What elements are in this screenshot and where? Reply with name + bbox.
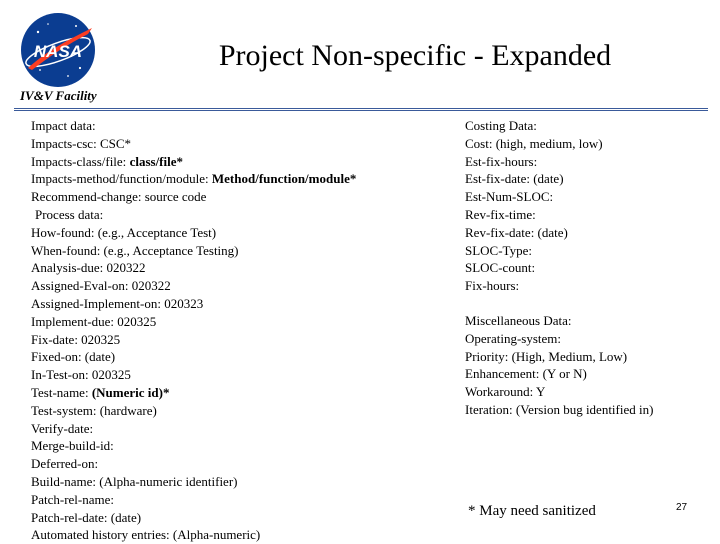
patch-rel-name: Patch-rel-name:	[31, 491, 115, 507]
right-column	[465, 117, 705, 419]
process-data-heading: Process data:	[35, 206, 104, 222]
sloc-count: SLOC-count:	[465, 260, 536, 276]
rev-fix-date: Rev-fix-date: (date)	[465, 224, 568, 240]
impacts-method-function-module	[31, 170, 451, 188]
build-name: Build-name: (Alpha-numeric identifier)	[31, 473, 238, 489]
verify-date: Verify-date:	[31, 420, 94, 436]
page-title: Project Non-specific - Expanded	[218, 39, 612, 72]
operating-system: Operating-system:	[465, 330, 562, 346]
analysis-due: Analysis-due: 020322	[31, 260, 146, 276]
costing-data-heading: Costing Data:	[465, 118, 537, 133]
iteration: Iteration: (Version bug identified in)	[465, 401, 654, 417]
impacts-csc: Impacts-csc: CSC*	[31, 135, 132, 151]
impacts-method-label: Impacts-method/function/module:	[31, 171, 212, 187]
enhancement: Enhancement: (Y or N)	[465, 366, 587, 382]
when-found: When-found: (e.g., Acceptance Testing)	[31, 242, 239, 258]
automated-history-entries: Automated history entries: (Alpha-numeric)	[31, 527, 261, 543]
sloc-type: SLOC-Type:	[465, 242, 532, 258]
misc-data-heading: Miscellaneous Data:	[465, 312, 572, 328]
test-system: Test-system: (hardware)	[31, 402, 157, 418]
impacts-class-label: Impacts-class/file:	[31, 153, 130, 169]
est-fix-hours: Est-fix-hours:	[465, 153, 538, 169]
header-divider-secondary	[14, 110, 708, 111]
sanitize-footnote: * May need sanitized	[468, 503, 596, 519]
deferred-on: Deferred-on:	[31, 456, 99, 472]
recommend-change: Recommend-change: source code	[31, 189, 207, 205]
est-fix-date: Est-fix-date: (date)	[465, 171, 564, 187]
fixed-on: Fixed-on: (date)	[31, 349, 116, 365]
impacts-class-value: class/file*	[129, 153, 183, 169]
svg-text:NASA: NASA	[33, 42, 83, 61]
fix-date: Fix-date: 020325	[31, 331, 121, 347]
merge-build-id: Merge-build-id:	[31, 438, 114, 454]
assigned-eval-on: Assigned-Eval-on: 020322	[31, 278, 171, 294]
rev-fix-time: Rev-fix-time:	[465, 206, 536, 222]
test-name-label: Test-name:	[31, 384, 92, 400]
workaround: Workaround: Y	[465, 384, 546, 400]
impacts-method-value: Method/function/module*	[211, 171, 357, 187]
section-spacer	[465, 295, 705, 312]
implement-due: Implement-due: 020325	[31, 313, 157, 329]
assigned-implement-on: Assigned-Implement-on: 020323	[31, 295, 204, 311]
test-name	[31, 384, 451, 402]
fix-hours: Fix-hours:	[465, 278, 520, 294]
left-column	[31, 117, 451, 544]
priority: Priority: (High, Medium, Low)	[465, 348, 628, 364]
impacts-class-file	[31, 153, 451, 171]
patch-rel-date: Patch-rel-date: (date)	[31, 509, 142, 525]
nasa-logo	[18, 10, 98, 90]
how-found: How-found: (e.g., Acceptance Test)	[31, 224, 217, 240]
page-number: 27	[676, 502, 688, 513]
cost: Cost: (high, medium, low)	[465, 135, 603, 151]
in-test-on: In-Test-on: 020325	[31, 367, 131, 383]
impact-data-heading: Impact data:	[31, 118, 96, 133]
header-divider	[14, 108, 708, 109]
est-num-sloc: Est-Num-SLOC:	[465, 189, 554, 205]
test-name-value: (Numeric id)*	[91, 384, 170, 400]
facility-label: IV&V Facility	[20, 88, 97, 103]
